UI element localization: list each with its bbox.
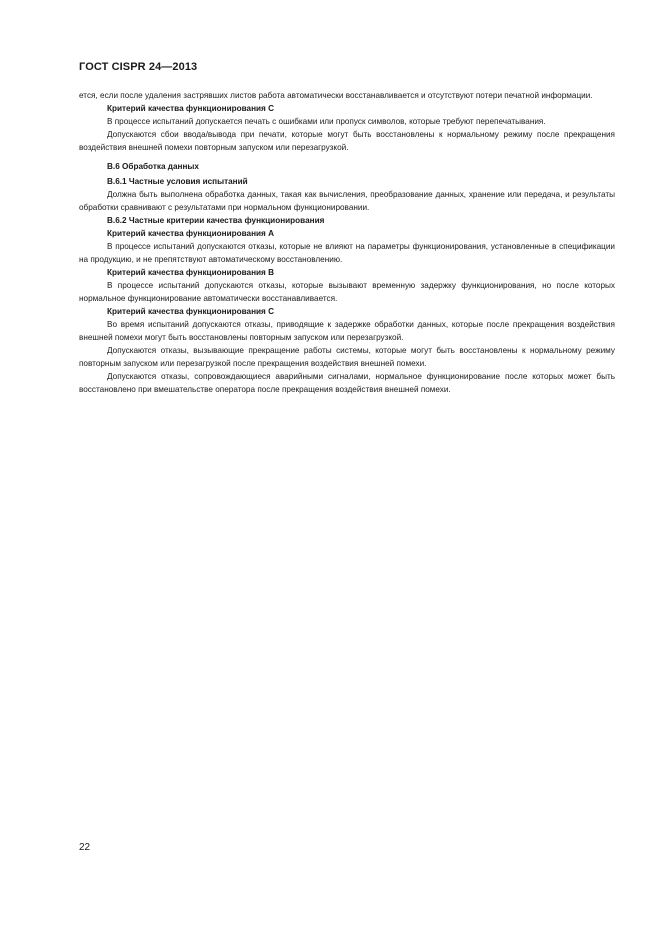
criterion-c-heading: Критерий качества функционирования С (107, 103, 275, 113)
paragraph-continuation: ется, если после удаления застрявших листов работа автоматически восстанавливается и отсутствуют потери печатной информации. (79, 90, 593, 100)
subsection-heading-b62: В.6.2 Частные критерии качества функционирования (107, 215, 325, 225)
subsection-heading-b61: В.6.1 Частные условия испытаний (107, 176, 248, 186)
document-header: ГОСТ CISPR 24—2013 (79, 61, 198, 73)
page-number: 22 (79, 842, 91, 853)
paragraph: Во время испытаний допускаются отказы, приводящие к задержке обработки данных, которые после прекращения воздействия внешней помехи могут быть восстановлены повторным запуском или перезагрузкой. (79, 319, 615, 342)
document-body (79, 89, 615, 396)
paragraph: Допускаются отказы, вызывающие прекращение работы системы, которые могут быть восстановлены к нормальному режиму повторным запуском или перезагрузкой после прекращения воздействия внешней помехи. (79, 345, 615, 368)
paragraph: В процессе испытаний допускаются отказы, которые вызывают временную задержку функционирования, но после которых нормальное функционирование автоматически восстанавливается. (79, 280, 615, 303)
paragraph: В процессе испытаний допускаются отказы, которые не влияют на параметры функционирования, установленные в спецификации на продукцию, и не препятствуют автоматическому восстановлению. (79, 241, 615, 264)
criterion-c-heading: Критерий качества функционирования С (107, 306, 275, 316)
criterion-a-heading: Критерий качества функционирования А (107, 228, 275, 238)
criterion-b-heading: Критерий качества функционирования В (107, 267, 275, 277)
section-heading-b6: В.6 Обработка данных (107, 161, 199, 171)
paragraph: Должна быть выполнена обработка данных, такая как вычисления, преобразование данных, хранение или передача, и результаты обработки сравнивают с результатами при нормальном функционировании. (79, 189, 615, 212)
paragraph: Допускаются отказы, сопровождающиеся аварийными сигналами, нормальное функционирование после которых может быть восстановлено при вмешательстве оператора после прекращения воздействия внешней помехи. (79, 371, 615, 394)
paragraph: Допускаются сбои ввода/вывода при печати, которые могут быть восстановлены к нормальному режиму после прекращения воздействия внешней помехи повторным запуском или перезагрузкой. (79, 129, 615, 152)
paragraph: В процессе испытаний допускается печать с ошибками или пропуск символов, которые требуют перепечатывания. (107, 116, 546, 126)
